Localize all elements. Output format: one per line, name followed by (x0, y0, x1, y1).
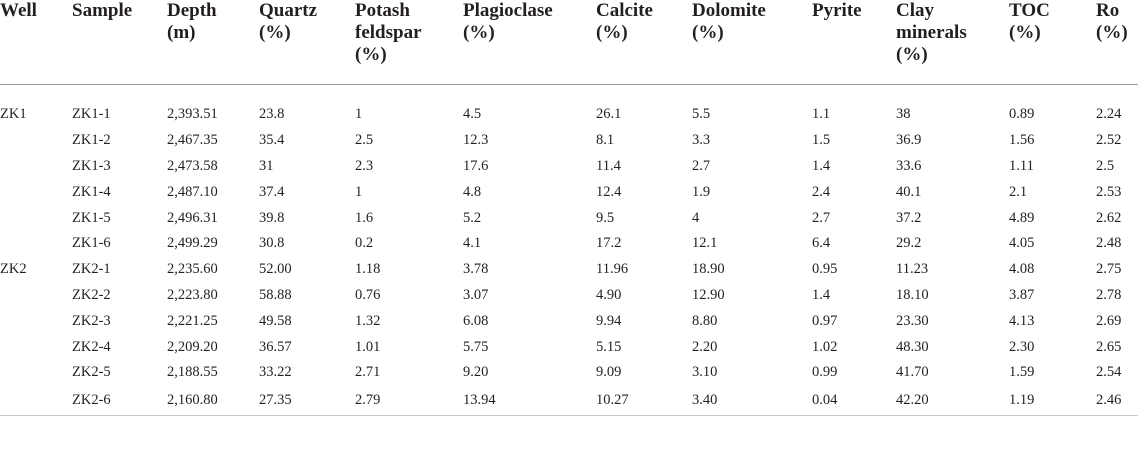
table-cell: 2,487.10 (167, 183, 218, 200)
column-header (812, 0, 896, 85)
table-cell: 2,393.51 (167, 106, 218, 123)
column-header (1009, 0, 1096, 85)
table-cell: 1.19 (1009, 386, 1096, 416)
column-header-line: (%) (463, 22, 495, 43)
column-header-line: Depth (167, 0, 217, 21)
table-cell: 2.30 (1009, 338, 1035, 355)
table-row (0, 231, 1138, 257)
table-cell: 0.04 (812, 386, 896, 416)
table-cell: 5.5 (692, 106, 711, 123)
column-header (355, 0, 463, 85)
table-cell: 3.3 (692, 132, 711, 149)
table-cell: 3.87 (1009, 286, 1035, 303)
table-cell: 2.24 (1096, 106, 1122, 123)
table-cell: 5.75 (463, 338, 489, 355)
table-cell: 49.58 (259, 312, 292, 329)
table-cell: 2,221.25 (167, 312, 218, 329)
table-cell: 4.1 (463, 235, 482, 252)
table-cell: ZK1 (0, 106, 27, 123)
table-cell: 18.90 (692, 261, 725, 278)
table-row (0, 360, 1138, 386)
column-header-line: Pyrite (812, 0, 862, 21)
table-row (0, 85, 1138, 128)
table-cell: 33.22 (259, 364, 292, 381)
table-cell: 2,223.80 (167, 286, 218, 303)
table-cell: 37.4 (259, 183, 285, 200)
table-row (0, 283, 1138, 309)
table-cell: ZK2-4 (72, 338, 111, 355)
table-cell: 2,499.29 (167, 235, 218, 252)
table-cell: 0.2 (355, 235, 374, 252)
table-cell: 3.40 (692, 386, 812, 416)
table-cell: 1.02 (812, 338, 838, 355)
table-cell: 18.10 (896, 286, 929, 303)
table-cell: 2.75 (1096, 261, 1122, 278)
table-cell: 4.08 (1009, 261, 1035, 278)
table-cell: ZK2 (0, 261, 27, 278)
table-cell: 3.07 (463, 286, 489, 303)
column-header-line: (%) (355, 44, 387, 65)
table-cell (0, 334, 72, 360)
table-cell: 1 (355, 106, 363, 123)
table-cell: 9.20 (463, 364, 489, 381)
table-cell (0, 308, 72, 334)
table-cell: 37.2 (896, 209, 922, 226)
table-cell: 1.9 (692, 183, 711, 200)
column-header-line: Plagioclase (463, 0, 553, 21)
table-cell: 4.90 (596, 286, 622, 303)
table-cell: 10.27 (596, 386, 692, 416)
table-cell: 11.4 (596, 157, 621, 174)
table-cell: 2.71 (355, 364, 381, 381)
table-cell: ZK1-1 (72, 106, 111, 123)
table-cell (0, 205, 72, 231)
table-cell: ZK1-2 (72, 132, 111, 149)
table-cell (0, 283, 72, 309)
column-header (167, 0, 259, 85)
table-cell: 2.7 (692, 157, 711, 174)
table-cell: 17.6 (463, 157, 489, 174)
table-cell: 58.88 (259, 286, 292, 303)
column-header-line: Quartz (259, 0, 318, 21)
column-header-line: (%) (1009, 22, 1041, 43)
table-cell: 9.5 (596, 209, 615, 226)
table-cell: 6.08 (463, 312, 489, 329)
table-cell: 1.1 (812, 106, 831, 123)
table-cell: 2.54 (1096, 364, 1122, 381)
table-cell: 2,188.55 (167, 364, 218, 381)
table-row (0, 334, 1138, 360)
table-cell (0, 179, 72, 205)
table-cell: 2.7 (812, 209, 831, 226)
header-row (0, 0, 1138, 85)
column-header-line: Ro (1096, 0, 1120, 21)
table-cell: 36.57 (259, 338, 292, 355)
table-cell: 2.5 (355, 132, 374, 149)
table-cell: 2.69 (1096, 312, 1122, 329)
table-row (0, 386, 1138, 416)
table-cell: 39.8 (259, 209, 285, 226)
table-cell: 1.32 (355, 312, 381, 329)
table-cell: 2.5 (1096, 157, 1115, 174)
column-header-line: feldspar (355, 22, 422, 43)
column-header (463, 0, 596, 85)
column-header-line: (%) (692, 22, 724, 43)
table-cell: 2,496.31 (167, 209, 218, 226)
table-cell: 1.5 (812, 132, 831, 149)
table-cell: 1.59 (1009, 364, 1035, 381)
table-row (0, 128, 1138, 154)
table-cell (0, 128, 72, 154)
column-header-line: minerals (896, 22, 967, 43)
table-cell: 0.89 (1009, 106, 1035, 123)
table-header (0, 0, 1138, 85)
table-cell: ZK2-2 (72, 286, 111, 303)
table-cell: 42.20 (896, 386, 1009, 416)
table-cell: 2,467.35 (167, 132, 218, 149)
table-cell: 1.6 (355, 209, 374, 226)
table-cell: 2,209.20 (167, 338, 218, 355)
table-cell: 2.48 (1096, 235, 1122, 252)
table-cell: 36.9 (896, 132, 922, 149)
table-cell: ZK1-6 (72, 235, 111, 252)
table-cell: 41.70 (896, 364, 929, 381)
table-row (0, 205, 1138, 231)
table-cell: 4.13 (1009, 312, 1035, 329)
table-cell: 9.94 (596, 312, 622, 329)
table-cell: ZK1-4 (72, 183, 111, 200)
table-cell: 26.1 (596, 106, 622, 123)
table-cell: 2.65 (1096, 338, 1122, 355)
table-cell: 29.2 (896, 235, 922, 252)
table-cell (0, 154, 72, 180)
table-cell: 40.1 (896, 183, 922, 200)
column-header (72, 0, 167, 85)
column-header (0, 0, 72, 85)
table-cell: 4.8 (463, 183, 482, 200)
table-cell: 6.4 (812, 235, 831, 252)
table-cell: 4 (692, 209, 700, 226)
table-cell (0, 360, 72, 386)
table-cell: 1.18 (355, 261, 381, 278)
table-cell: 11.23 (896, 261, 929, 278)
table-cell: 4.05 (1009, 235, 1035, 252)
table-cell: 31 (259, 157, 274, 174)
table-cell: 8.1 (596, 132, 615, 149)
table-cell (0, 386, 72, 416)
table-cell: 4.89 (1009, 209, 1035, 226)
table-cell: 0.76 (355, 286, 381, 303)
table-cell: 2.4 (812, 183, 831, 200)
table-cell: ZK2-1 (72, 261, 111, 278)
table-row (0, 308, 1138, 334)
table-row (0, 257, 1138, 283)
table-cell: 8.80 (692, 312, 718, 329)
column-header-line: (%) (896, 44, 928, 65)
table-cell: 35.4 (259, 132, 285, 149)
table-cell: 2.1 (1009, 183, 1028, 200)
table-row (0, 154, 1138, 180)
column-header-line: Clay (896, 0, 934, 21)
table-cell (0, 231, 72, 257)
column-header-line: (%) (596, 22, 628, 43)
column-header (896, 0, 1009, 85)
table-cell: 3.10 (692, 364, 718, 381)
table-cell: 0.95 (812, 261, 838, 278)
table-cell: 12.90 (692, 286, 725, 303)
table-cell: 1.01 (355, 338, 381, 355)
table-cell: 2.62 (1096, 209, 1122, 226)
table-cell: 12.1 (692, 235, 718, 252)
table-cell: 1.4 (812, 157, 831, 174)
column-header (692, 0, 812, 85)
table-cell: 17.2 (596, 235, 622, 252)
table-cell: 4.5 (463, 106, 482, 123)
table-cell: 1.56 (1009, 132, 1035, 149)
column-header-line: Well (0, 0, 37, 21)
table-body (0, 85, 1138, 416)
table-cell: 2,160.80 (167, 386, 259, 416)
column-header (259, 0, 355, 85)
table-cell: 2.53 (1096, 183, 1122, 200)
table-cell: 30.8 (259, 235, 285, 252)
table-cell: 12.3 (463, 132, 489, 149)
column-header-line: Potash (355, 0, 410, 21)
table-cell: 3.78 (463, 261, 489, 278)
table-cell: 2.52 (1096, 132, 1122, 149)
table-cell: 9.09 (596, 364, 622, 381)
table-cell: 5.15 (596, 338, 622, 355)
table-cell: ZK1-3 (72, 157, 111, 174)
table-cell: 2.20 (692, 338, 718, 355)
column-header-line: (%) (259, 22, 291, 43)
table-cell: 0.97 (812, 312, 838, 329)
column-header-line: Calcite (596, 0, 653, 21)
table-row (0, 179, 1138, 205)
table-cell: 11.96 (596, 261, 629, 278)
table-cell: 27.35 (259, 386, 355, 416)
table-cell: 2,235.60 (167, 261, 218, 278)
column-header-line: Sample (72, 0, 133, 21)
table-cell: 1.4 (812, 286, 831, 303)
table-cell: 2.78 (1096, 286, 1122, 303)
table-cell: 2.46 (1096, 386, 1138, 416)
table-cell: 23.30 (896, 312, 929, 329)
table-cell: 23.8 (259, 106, 285, 123)
table-cell: ZK1-5 (72, 209, 111, 226)
table-cell: 48.30 (896, 338, 929, 355)
column-header-line: TOC (1009, 0, 1050, 21)
table-cell: 38 (896, 106, 911, 123)
column-header-line: (%) (1096, 22, 1128, 43)
table-cell: 1.11 (1009, 157, 1034, 174)
table-cell: 52.00 (259, 261, 292, 278)
table-cell: 5.2 (463, 209, 482, 226)
table-cell: 1 (355, 183, 363, 200)
column-header-line: Dolomite (692, 0, 766, 21)
column-header-line: (m) (167, 22, 196, 43)
table-cell: ZK2-5 (72, 364, 111, 381)
table-cell: 0.99 (812, 364, 838, 381)
column-header (596, 0, 692, 85)
table-cell: 13.94 (463, 386, 596, 416)
table-cell: 2.3 (355, 157, 374, 174)
table-cell: ZK2-3 (72, 312, 111, 329)
column-header (1096, 0, 1138, 85)
table-cell: ZK2-6 (72, 386, 167, 416)
table-cell: 2.79 (355, 386, 463, 416)
table-cell: 2,473.58 (167, 157, 218, 174)
table-cell: 33.6 (896, 157, 922, 174)
table-cell: 12.4 (596, 183, 622, 200)
